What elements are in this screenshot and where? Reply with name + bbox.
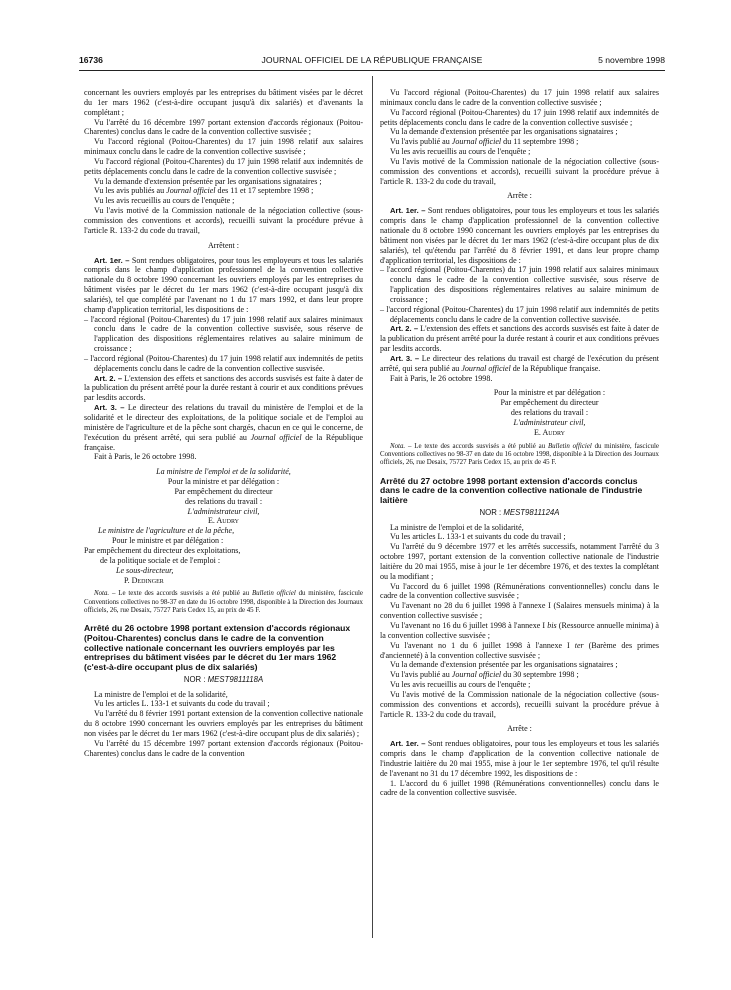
signature-line: Pour la ministre et par délégation : (493, 388, 606, 398)
list-item: – l'accord régional (Poitou-Charentes) du 17 juin 1998 relatif aux indemnités de petits déplacements conclu dans le cadre de la convention collective susvisée. (380, 304, 659, 324)
page-header (79, 55, 665, 69)
article-1: Art. 1er. – Sont rendues obligatoires, pour tous les employeurs et tous les salariés compris dans le champ d'application professionnel de la convention collective nationale du 8 octobre 1990 concernant les ouvriers employés par les entreprises du bâtiment non visées par le décret du 1er mars 1962 (c'est-à-dire occupant plus de dix salariés), tel qu'étendu par l'arrêté du 8 février 1991, et dans leur propre champ d'application territorial, les dispositions de : (380, 206, 659, 265)
signature-line: Par empêchement du directeur (500, 398, 599, 408)
signature-line: Le sous-directeur, (116, 565, 174, 575)
article-2: Art. 2. – L'extension des effets et sanctions des accords susvisés est faite à dater de la publication du présent arrêté pour la durée restant à courir et aux conditions prévues par lesdits accords. (380, 324, 659, 354)
nor-reference: NOR : MEST9811124A (479, 507, 560, 517)
signature-line: Pour la ministre et par délégation : (167, 477, 280, 487)
paragraph: concernant les ouvriers employés par les entreprises du bâtiment visées par le décret du 1er mars 1962 (c'est-à-dire occupant jusqu'à dix salariés) et d'avenants la complétant ; (84, 88, 363, 117)
signature-line: Par empêchement du directeur (174, 486, 273, 496)
paragraph: Vu la demande d'extension présentée par les organisations signataires ; (390, 127, 618, 137)
paragraph: Vu l'accord régional (Poitou-Charentes) du 17 juin 1998 relatif aux salaires minimaux conclu dans le cadre de la convention collective susvisée ; (84, 137, 363, 157)
list-item: – l'accord régional (Poitou-Charentes) du 17 juin 1998 relatif aux salaires minimaux conclu dans le cadre de la convention collective susvisée, sous réserve de l'application des dispositions réglementaires relatives au salaire minimum de croissance ; (84, 314, 363, 354)
paragraph: Vu l'avis motivé de la Commission nationale de la négociation collective (sous-commission des conventions et accords), recueilli suivant la procédure prévue à l'article R. 133-2 du code du travail, (380, 689, 659, 719)
issue-date: 5 novembre 1998 (598, 55, 665, 65)
signature-line: des relations du travail : (184, 496, 263, 506)
signature-line: Pour le ministre et par délégation : (112, 536, 224, 546)
list-item: – l'accord régional (Poitou-Charentes) du 17 juin 1998 relatif aux indemnités de petits déplacements conclu dans le cadre de la convention collective susvisée. (84, 353, 363, 373)
paragraph: Vu l'avis publié au Journal officiel du 30 septembre 1998 ; (390, 670, 579, 680)
column-divider (372, 76, 373, 938)
note: Nota. – Le texte des accords susvisés a été publié au Bulletin officiel du ministère, fascicule Conventions collectives no 98-37 en date du 16 octobre 1998, disponible à la Direction des Journaux officiels, 26, rue Desaix, 75727 Paris Cedex 15, au prix de 45 F. (380, 442, 659, 467)
paragraph: Vu l'accord du 6 juillet 1998 (Rémunérations conventionnelles) conclu dans le cadre de la convention collective susvisée ; (380, 581, 659, 601)
paragraph: Vu l'accord régional (Poitou-Charentes) du 17 juin 1998 relatif aux salaires minimaux conclu dans le cadre de la convention collective susvisée ; (380, 88, 659, 107)
signature-line: Par empêchement du directeur des exploitations, (84, 545, 241, 555)
paragraph: Vu les avis recueillis au cours de l'enquête ; (390, 680, 531, 690)
header-rule (79, 70, 665, 71)
article-1: Art. 1er. – Sont rendues obligatoires, pour tous les employeurs et tous les salariés compris dans le champ d'application de la convention collective nationale de l'industrie laitière du 20 mai 1955, mise à jour le 1er septembre 1976, tel qu'il résulte de l'avenant no 31 du 17 décembre 1992, les dispositions de : (380, 739, 659, 778)
paragraph: La ministre de l'emploi et de la solidarité, (94, 689, 228, 699)
done-at: Fait à Paris, le 26 octobre 1998. (390, 373, 493, 383)
paragraph: Vu l'arrêté du 9 décembre 1977 et les arrêtés successifs, notamment l'arrêté du 3 octobre 1997, portant extension de la convention collective nationale de l'industrie laitière du 20 mai 1955, mise à jour le 1er décembre 1976, et des textes la complétant ou la modifiant ; (380, 542, 659, 581)
signature-line: L'administrateur civil, (513, 418, 586, 427)
paragraph: La ministre de l'emploi et de la solidarité, (390, 522, 524, 532)
paragraph: Vu l'arrêté du 15 décembre 1997 portant extension d'accords régionaux (Poitou-Charentes) conclus dans le cadre de la convention (84, 738, 363, 758)
paragraph: Vu les articles L. 133-1 et suivants du code du travail ; (94, 699, 270, 709)
paragraph: Vu la demande d'extension présentée par les organisations signataires ; (94, 176, 322, 186)
paragraph: Vu les articles L. 133-1 et suivants du code du travail ; (390, 532, 566, 542)
article-2: Art. 2. – L'extension des effets et sanctions des accords susvisés est faite à dater de la publication du présent arrêté pour la durée restant à courir et aux conditions prévues par lesdits accords. (84, 373, 363, 403)
paragraph: Vu l'accord régional (Poitou-Charentes) du 17 juin 1998 relatif aux indemnités de petits déplacements conclu dans le cadre de la convention collective susvisée ; (380, 107, 659, 127)
nor-reference: NOR : MESТ9811118A (183, 674, 264, 684)
paragraph: Vu l'accord régional (Poitou-Charentes) du 17 juin 1998 relatif aux indemnités de petits déplacements conclu dans le cadre de la convention collective susvisée ; (84, 156, 363, 176)
signature-line: de la politique sociale et de l'emploi : (100, 555, 221, 565)
paragraph: Vu l'avis motivé de la Commission nationale de la négociation collective (sous-commission des conventions et accords), recueilli suivant la procédure prévue à l'article R. 133-2 du code du travail, (380, 156, 659, 186)
arrete-heading: Arrête : (507, 191, 532, 201)
note: Nota. – Le texte des accords susvisés a été publié au Bulletin officiel du ministère, fascicule Conventions collectives no 98-37 en date du 16 octobre 1998, disponible à la Direction des Journaux officiels, 26, rue Desaix, 75727 Paris Cedex 15, au prix de 45 F. (84, 590, 363, 614)
decree-title: Arrêté du 27 octobre 1998 portant extension d'accords conclus dans le cadre de la convention collective nationale de l'industrie laitière (380, 475, 643, 505)
article-3: Art. 3. – Le directeur des relations du travail est chargé de l'exécution du présent arrêté, qui sera publié au Journal officiel de la République française. (380, 353, 659, 373)
article-1: Art. 1er. – Sont rendues obligatoires, pour tous les employeurs et tous les salariés compris dans le champ d'application professionnel de la convention collective nationale du 8 octobre 1990 concernant les ouvriers employés par les entreprises du bâtiment visées par le décret du 1er mars 1962 (c'est-à-dire occupant jusqu'à dix salariés), tel que complété par l'avenant no 1 du 17 mars 1992, et dans leur propre champ d'application territorial, les dispositions de : (84, 255, 363, 314)
paragraph: Vu l'arrêté du 16 décembre 1997 portant extension d'accords régionaux (Poitou-Charentes) conclus dans le cadre de la convention collective susvisée ; (84, 117, 363, 137)
paragraph: Vu les avis recueillis au cours de l'enquête ; (390, 147, 531, 157)
done-at: Fait à Paris, le 26 octobre 1998. (94, 452, 197, 462)
paragraph: Vu l'avenant no 1 du 6 juillet 1998 à l'annexe I ter (Barème des primes d'ancienneté) à la convention collective susvisée ; (380, 640, 659, 660)
page-number: 16736 (79, 55, 103, 65)
signatory-name: P. Dedinger (124, 575, 164, 585)
arrete-heading: Arrêtent : (207, 240, 240, 250)
signature-line: La ministre de l'emploi et de la solidarité, (156, 467, 291, 477)
signature-line: Le ministre de l'agriculture et de la pêche, (98, 526, 235, 536)
list-item: – l'accord régional (Poitou-Charentes) du 17 juin 1998 relatif aux salaires minimaux conclu dans le cadre de la convention collective susvisée, sous réserve de l'application des dispositions réglementaires relatives au salaire minimum de croissance ; (380, 265, 659, 304)
right-column (380, 88, 659, 798)
decree-title: Arrêté du 26 octobre 1998 portant extension d'accords régionaux (Poitou-Charentes) conclus dans le cadre de la convention collective nationale concernant les ouvriers employés par les entreprises du bâtiment visées par le décret du 1er mars 1962 (c'est-à-dire occupant plus de dix salariés) (84, 623, 351, 673)
paragraph: Vu les avis publiés au Journal officiel des 11 et 17 septembre 1998 ; (94, 186, 314, 196)
paragraph: Vu la demande d'extension présentée par les organisations signataires ; (390, 660, 618, 670)
signature-line: L'administrateur civil, (187, 506, 260, 516)
paragraph: Vu l'avenant no 16 du 6 juillet 1998 à l'annexe I bis (Ressource annuelle minima) à la convention collective susvisée ; (380, 620, 659, 640)
paragraph: Vu les avis recueillis au cours de l'enquête ; (94, 196, 235, 206)
paragraph: Vu l'avis publié au Journal officiel du 11 septembre 1998 ; (390, 137, 579, 147)
signatory-name: E. Audry (534, 427, 565, 437)
paragraph: 1. L'accord du 6 juillet 1998 (Rémunérations conventionnelles) conclu dans le cadre de la convention collective susvisée. (380, 778, 659, 798)
paragraph: Vu l'arrêté du 8 février 1991 portant extension de la convention collective nationale du 8 octobre 1990 concernant les ouvriers employés par les entreprises du bâtiment non visées par le décret du 1er mars 1962 (c'est-à-dire occupant plus de dix salariés) ; (84, 709, 363, 738)
signatory-name: E. Audry (208, 516, 239, 526)
left-column (84, 88, 363, 759)
arrete-heading: Arrête : (507, 724, 532, 734)
paragraph: Vu l'avis motivé de la Commission nationale de la négociation collective (sous-commission des conventions et accords), recueilli suivant la procédure prévue à l'article R. 133-2 du code du travail, (84, 206, 363, 235)
article-3: Art. 3. – Le directeur des relations du travail du ministère de l'emploi et de la solidarité et le directeur des exploitations, de la politique sociale et de l'emploi au ministère de l'agriculture et de la pêche sont chargés, chacun en ce qui le concerne, de l'exécution du présent arrêté, qui sera publié au Journal officiel de la République française. (84, 403, 363, 452)
paragraph: Vu l'avenant no 28 du 6 juillet 1998 à l'annexe I (Salaires mensuels minima) à la convention collective susvisée ; (380, 601, 659, 621)
signature-line: des relations du travail : (510, 408, 589, 418)
journal-title: JOURNAL OFFICIEL DE LA RÉPUBLIQUE FRANÇAISE (261, 55, 483, 65)
